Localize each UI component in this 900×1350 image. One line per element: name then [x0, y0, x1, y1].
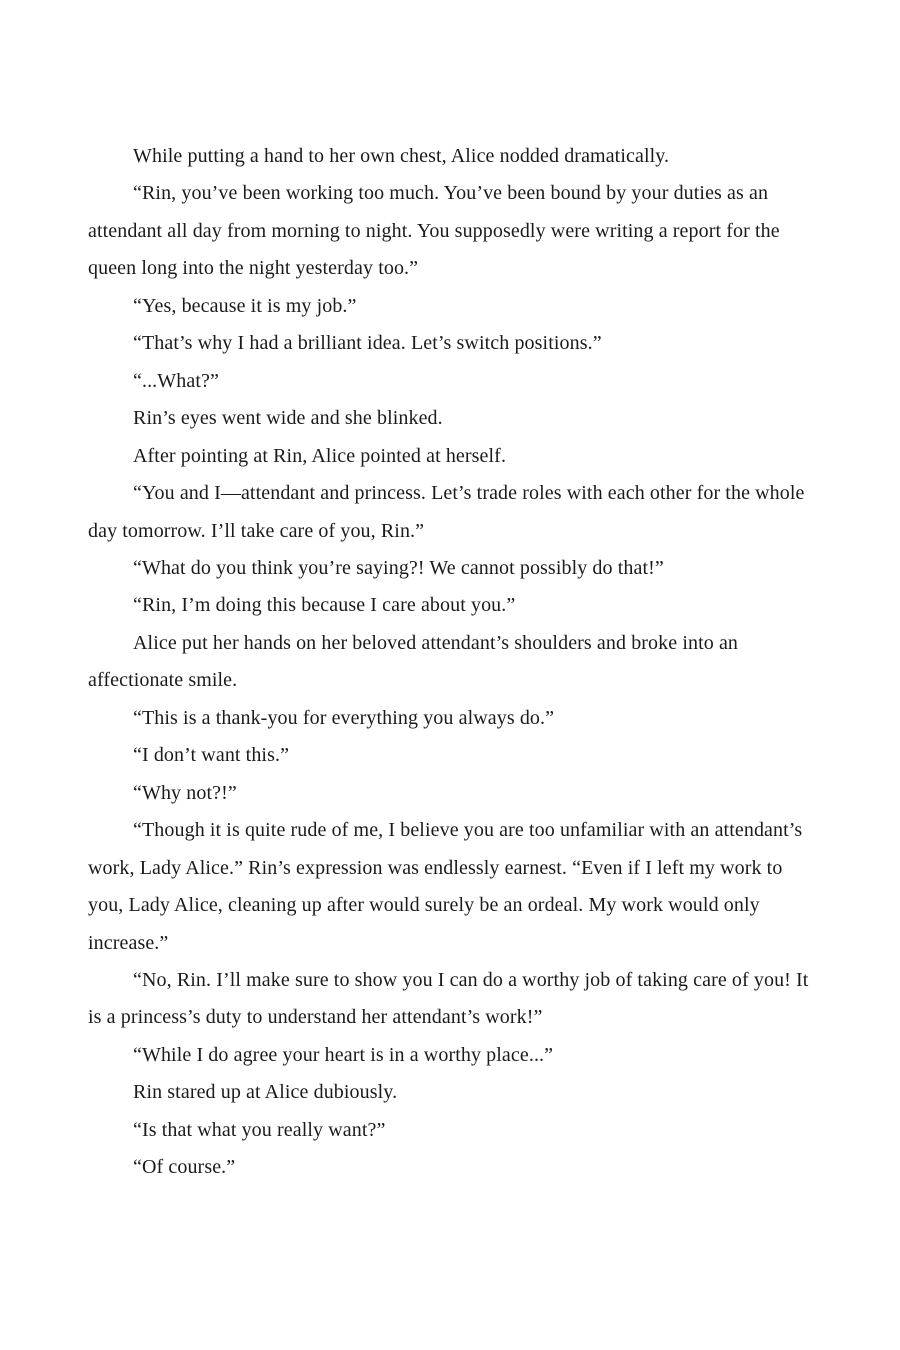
paragraph: “Is that what you really want?”	[133, 1118, 386, 1141]
paragraph: “Of course.”	[133, 1156, 236, 1179]
paragraph: “While I do agree your heart is in a worthy place...”	[133, 1043, 554, 1066]
paragraph: “...What?”	[133, 369, 219, 392]
paragraph: “This is a thank-you for everything you always do.”	[133, 706, 555, 729]
paragraph: “Though it is quite rude of me, I believe you are too unfamiliar with an attendant’s work, Lady Alice.” Rin’s expression was endlessly earnest. “Even if I left my work to you, Lady Alice, cleaning up after would surely be an ordeal. My work would only increase.”	[88, 819, 803, 954]
paragraph: “No, Rin. I’ll make sure to show you I can do a worthy job of taking care of you! It is a princess’s duty to understand her attendant’s work!”	[88, 968, 809, 1029]
paragraph: “Rin, I’m doing this because I care about you.”	[133, 594, 516, 617]
paragraph: “You and I—attendant and princess. Let’s trade roles with each other for the whole day tomorrow. I’ll take care of you, Rin.”	[88, 482, 805, 542]
paragraph: “Rin, you’ve been working too much. You’ve been bound by your duties as an attendant all day from morning to night. You supposedly were writing a report for the queen long into the night yesterday too.”	[88, 182, 780, 280]
body-text	[88, 138, 812, 1187]
paragraph: After pointing at Rin, Alice pointed at herself.	[133, 444, 507, 467]
paragraph: Rin stared up at Alice dubiously.	[133, 1081, 398, 1104]
paragraph: Rin’s eyes went wide and she blinked.	[133, 407, 443, 430]
paragraph: While putting a hand to her own chest, Alice nodded dramatically.	[133, 145, 670, 167]
paragraph: “What do you think you’re saying?! We cannot possibly do that!”	[133, 556, 664, 579]
paragraph: “Yes, because it is my job.”	[133, 294, 357, 317]
paragraph: “Why not?!”	[133, 781, 237, 804]
paragraph: Alice put her hands on her beloved attendant’s shoulders and broke into an affectionate smile.	[88, 631, 739, 692]
paragraph: “I don’t want this.”	[133, 744, 290, 767]
paragraph: “That’s why I had a brilliant idea. Let’s switch positions.”	[133, 332, 602, 355]
